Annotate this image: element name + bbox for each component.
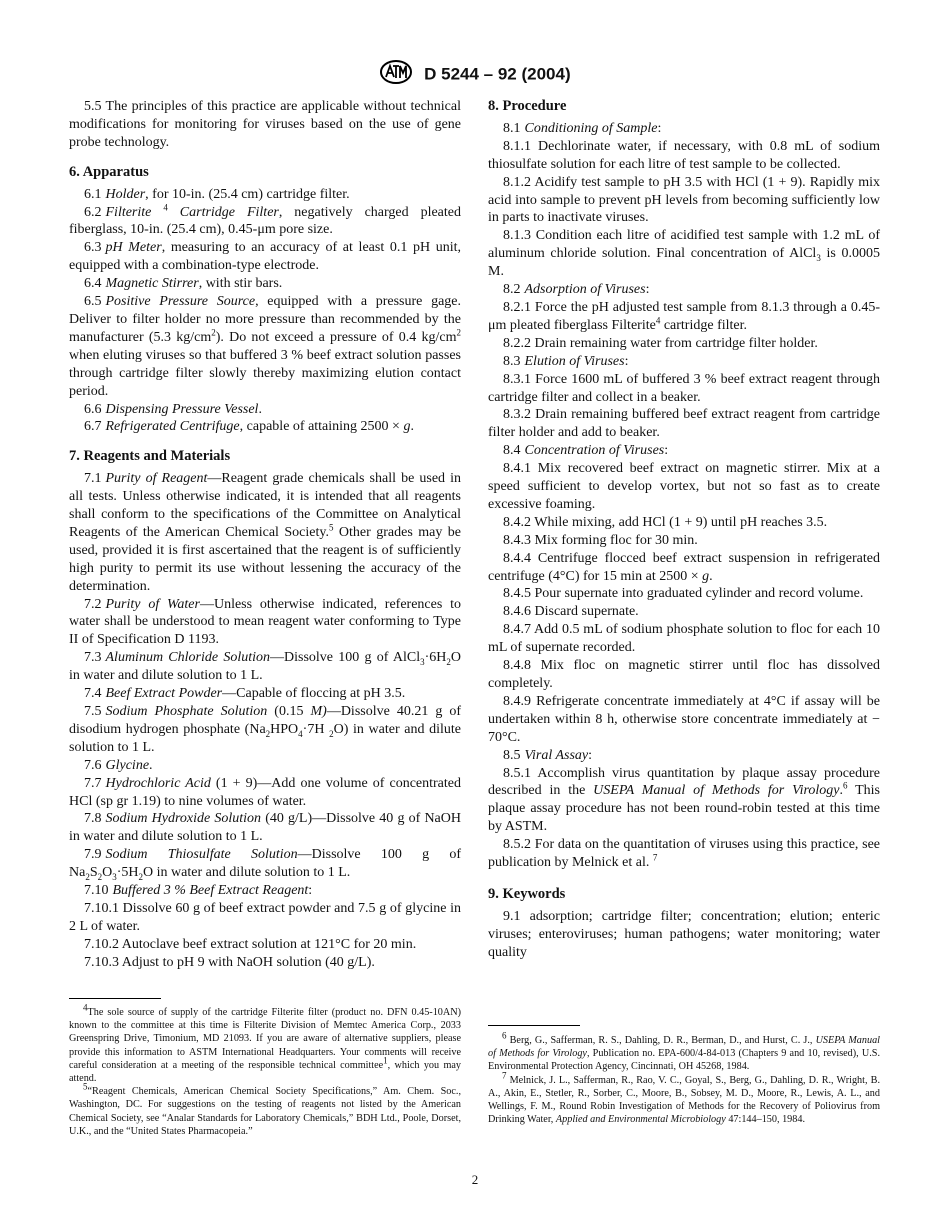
paragraph-8-1-3: 8.1.3 Condition each litre of acidified test sample with 1.2 mL of aluminum chloride solution. Final concentration of AlCl$_3$ is 0.0005 M. bbox=[488, 228, 880, 280]
paragraph-7-3: 7.3 Aluminum Chloride Solution—Dissolve 100 g of $AlCl_3\cdot 6H_2O$ in water and dilute solution to 1 L. bbox=[69, 650, 462, 684]
paragraph-8-3: 8.3 Elution of Viruses: bbox=[503, 353, 629, 369]
footnote-5: $^5$“Reagent Chemicals, American Chemical Society Specifications,” Am. Chem. Soc., Washington, DC. For suggestions on the testing of reagents not listed by the American Chemical Society, see “Analar Standards for Laboratory Chemicals,” BDH Ltd., Poole, Dorset, U.K., and the “United States Pharmacopeia.” bbox=[69, 1081, 461, 1137]
paragraph-8-3-2: 8.3.2 Drain remaining buffered beef extract reagent from cartridge filter holder and add to beaker. bbox=[488, 407, 880, 441]
astm-logo-icon bbox=[379, 60, 413, 89]
paragraph-8-2-2: 8.2.2 Drain remaining water from cartridge filter holder. bbox=[503, 335, 818, 351]
paragraph-8-4-2: 8.4.2 While mixing, add HCl (1 + 9) until pH reaches 3.5. bbox=[503, 514, 828, 530]
paragraph-6-2: 6.2 Filterite $^4$ Cartridge Filter, negatively charged pleated fiberglass, 10-in. (25.4 cm), 0.45-μm pore size. bbox=[69, 201, 461, 238]
page-number: 2 bbox=[471, 1172, 479, 1187]
right-footnotes bbox=[488, 1030, 881, 1126]
paragraph-6-4: 6.4 Magnetic Stirrer, with stir bars. bbox=[84, 276, 283, 292]
left-column bbox=[69, 98, 461, 972]
section-heading-keywords: 9. Keywords bbox=[488, 885, 566, 902]
paragraph-8-4-6: 8.4.6 Discard supernate. bbox=[503, 604, 639, 620]
paragraph-8-5-1: 8.5.1 Accomplish virus quantitation by plaque assay procedure described in the USEPA Manual of Methods for Virology.$^6$ This plaque assay procedure has not been round-robin tested at this time by ASTM. bbox=[488, 765, 881, 835]
paragraph-7-10: 7.10 Buffered 3 % Beef Extract Reagent: bbox=[84, 883, 313, 899]
paragraph-6-6: 6.6 Dispensing Pressure Vessel. bbox=[84, 401, 262, 417]
paragraph-8-1: 8.1 Conditioning of Sample: bbox=[503, 120, 662, 136]
paragraph-6-3: 6.3 pH Meter, measuring to an accuracy of at least 0.1 pH unit, equipped with a combination-type electrode. bbox=[69, 240, 461, 274]
paragraph-7-7: 7.7 Hydrochloric Acid (1 + 9)—Add one volume of concentrated HCl (sp gr 1.19) to nine volumes of water. bbox=[69, 775, 461, 809]
footnote-7: $^7$ Melnick, J. L., Safferman, R., Rao, V. C., Goyal, S., Berg, G., Dahling, D. R., Wright, B. A., Akin, E., Stetler, R., Sorber, C., Moore, B., Sobsey, M. D., Moore, R., Lewis, A. L., and Wellings, F. M., Round Robin Investigation of Methods for the Recovery of Poliovirus from Drinking Water, Applied and Environmental Microbiology 47:144–150, 1984. bbox=[488, 1070, 880, 1126]
paragraph-8-1-1: 8.1.1 Dechlorinate water, if necessary, with 0.8 mL of sodium thiosulfate solution for each litre of test sample to be collected. bbox=[488, 138, 880, 172]
paragraph-7-6: 7.6 Glycine. bbox=[84, 757, 153, 773]
paragraph-7-1: 7.1 Purity of Reagent—Reagent grade chemicals shall be used in all tests. Unless otherwise indicated, it is intended that all reagents shall conform to the specifications of the Committee on Analytical Reagents of the American Chemical Society.$^5$ Other grades may be used, provided it is first ascertained that the reagent is of sufficiently high purity to permit its use without lessening the accuracy of the determination. bbox=[69, 471, 461, 594]
paragraph-8-2: 8.2 Adsorption of Viruses: bbox=[503, 282, 650, 298]
footnote-divider bbox=[69, 998, 161, 999]
paragraph-8-4-4: 8.4.4 Centrifuge flocced beef extract suspension in refrigerated centrifuge (4°C) for 15 min at 2500 × g. bbox=[488, 550, 880, 584]
footnote-6: $^6$ Berg, G., Safferman, R. S., Dahling, D. R., Berman, D., and Hurst, C. J., USEPA Manual of Methods for Virology, Publication no. EPA-600/4-84-013 (Chapters 9 and 10, revised), U.S. Environmental Protection Agency, Cincinnati, OH 45268, 1984. bbox=[488, 1030, 881, 1073]
paragraph-8-4-3: 8.4.3 Mix forming floc for 30 min. bbox=[503, 532, 698, 548]
paragraph-8-5: 8.5 Viral Assay: bbox=[503, 747, 593, 763]
paragraph-8-4-9: 8.4.9 Refrigerate concentrate immediately at 4°C if assay will be undertaken within 8 h, otherwise store concentrate immediately at − 70°C. bbox=[488, 693, 880, 745]
paragraph-8-5-2: 8.5.2 For data on the quantitation of viruses using this practice, see publication by Melnick et al. $^7$ bbox=[488, 837, 880, 871]
paragraph-7-10-3: 7.10.3 Adjust to pH 9 with NaOH solution (40 g/L). bbox=[84, 954, 375, 970]
footnote-ref: 6 bbox=[843, 780, 848, 791]
paragraph-7-10-1: 7.10.1 Dissolve 60 g of beef extract powder and 7.5 g of glycine in 2 L of water. bbox=[69, 900, 461, 934]
footnote-ref: 7 bbox=[652, 852, 658, 863]
footnote-ref: 4 bbox=[655, 315, 661, 326]
footnote-divider bbox=[488, 1025, 580, 1026]
paragraph-8-4: 8.4 Concentration of Viruses: bbox=[503, 443, 669, 459]
document-designation: D 5244 – 92 (2004) bbox=[424, 64, 571, 84]
paragraph-7-9: 7.9 Sodium Thiosulfate Solution—Dissolve 100 g of $Na_2S_2O_3\cdot 5H_2O$ in water and dilute solution to 1 L. bbox=[69, 847, 461, 882]
footnote-ref: 4 bbox=[163, 201, 168, 212]
left-footnotes bbox=[69, 1002, 461, 1138]
footnote-4: $^4$The sole source of supply of the cartridge Filterite filter (product no. DFN 0.45-10AN) known to the committee at this time is Filterite Division of Memtec America Corp., 2033 Greenspring Drive, Timonium, MD 21093. If you are aware of alternative suppliers, please provide this information to ASTM International Headquarters. Your comments will receive careful consideration at a meeting of the responsible technical committee$^1$, which you may attend. bbox=[69, 1002, 461, 1085]
paragraph-8-4-8: 8.4.8 Mix floc on magnetic stirrer until floc has dissolved completely. bbox=[488, 658, 880, 691]
section-heading-reagents: 7. Reagents and Materials bbox=[69, 448, 231, 465]
paragraph-7-8: 7.8 Sodium Hydroxide Solution (40 g/L)—Dissolve 40 g of NaOH in water and dilute solution to 1 L. bbox=[69, 811, 461, 845]
paragraph-7-4: 7.4 Beef Extract Powder—Capable of floccing at pH 3.5. bbox=[84, 686, 406, 702]
paragraph-8-2-1: 8.2.1 Force the pH adjusted test sample from 8.1.3 through a 0.45-μm pleated fiberglass Filterite$^4$ cartridge filter. bbox=[488, 299, 880, 333]
section-heading-apparatus: 6. Apparatus bbox=[69, 163, 149, 180]
paragraph-9-1: 9.1 adsorption; cartridge filter; concentration; elution; enteric viruses; enteroviruses; human pathogens; water monitoring; water quality bbox=[488, 908, 880, 960]
page-header bbox=[0, 60, 950, 89]
paragraph-8-4-1: 8.4.1 Mix recovered beef extract on magnetic stirrer. Mix at a speed sufficient to develop vortex, but not so fast as to create excessive foaming. bbox=[488, 461, 880, 512]
section-heading-procedure: 8. Procedure bbox=[488, 98, 567, 114]
paragraph-8-1-2: 8.1.2 Acidify test sample to pH 3.5 with HCl (1 + 9). Rapidly mix acid into sample to prevent pH levels from becoming sufficiently low in parts to inactivate viruses. bbox=[488, 174, 880, 226]
paragraph-5-5: 5.5 The principles of this practice are applicable without technical modifications for monitoring for viruses based on the use of gene probe technology. bbox=[69, 99, 461, 150]
paragraph-7-5: 7.5 Sodium Phosphate Solution (0.15 M)—Dissolve 40.21 g of disodium hydrogen phosphate ($Na_2HPO_4\cdot 7H$ $_2$O) in water and dilute solution to 1 L. bbox=[69, 704, 461, 755]
footnote-ref: 5 bbox=[328, 522, 334, 533]
paragraph-7-10-2: 7.10.2 Autoclave beef extract solution at 121°C for 20 min. bbox=[84, 936, 417, 952]
paragraph-8-3-1: 8.3.1 Force 1600 mL of buffered 3 % beef extract reagent through cartridge filter and collect in a beaker. bbox=[488, 371, 880, 405]
right-column bbox=[488, 98, 880, 962]
paragraph-8-4-5: 8.4.5 Pour supernate into graduated cylinder and record volume. bbox=[503, 586, 864, 602]
paragraph-6-5: 6.5 Positive Pressure Source, equipped with a pressure gage. Deliver to filter holder no more pressure than recommended by the manufacturer (5.3 $kg/cm^2$). Do not exceed a pressure of 0.4 $kg/cm^2$ when eluting viruses so that buffered 3 % beef extract solution passes through cartridge filter slowly thereby maximizing elution contact period. bbox=[69, 294, 461, 399]
paragraph-8-4-7: 8.4.7 Add 0.5 mL of sodium phosphate solution to floc for each 10 mL of supernate recorded. bbox=[488, 622, 880, 656]
paragraph-7-2: 7.2 Purity of Water—Unless otherwise indicated, references to water shall be understood to mean reagent water conforming to Type II of Specification D 1193. bbox=[69, 596, 462, 648]
paragraph-6-7: 6.7 Refrigerated Centrifuge, capable of attaining 2500 × g. bbox=[84, 419, 414, 435]
paragraph-6-1: 6.1 Holder, for 10-in. (25.4 cm) cartridge filter. bbox=[84, 186, 350, 202]
